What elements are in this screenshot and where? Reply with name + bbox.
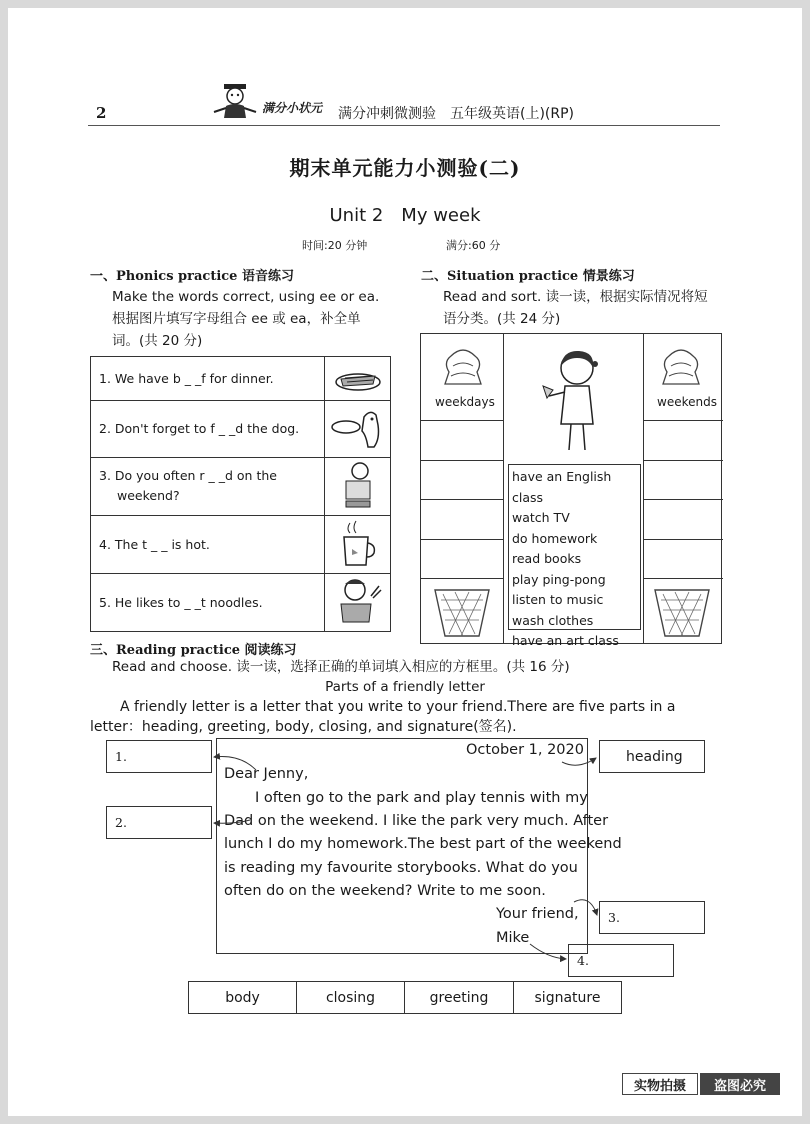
- section1-instruction-cn: 根据图片填写字母组合 ee 或 ea，补全单: [112, 311, 361, 327]
- word-option[interactable]: closing: [296, 981, 405, 1014]
- answer-box-3[interactable]: 3.: [599, 901, 705, 934]
- phonics-item: 5. He likes to _ _t noodles.: [99, 594, 263, 610]
- passage-paragraph-2: letter：heading, greeting, body, closing, and signature(签名).: [90, 719, 517, 735]
- word-option[interactable]: signature: [513, 981, 622, 1014]
- word-option[interactable]: greeting: [404, 981, 514, 1014]
- letter-body-line: often do on the weekend? Write to me soon.: [224, 883, 546, 899]
- svg-text:满分小状元: 满分小状元: [262, 101, 323, 115]
- activity-item: do homework: [512, 530, 598, 546]
- page-number: 2: [96, 104, 107, 122]
- section3-heading: 三、Reading practice 阅读练习: [90, 643, 297, 658]
- phonics-item: 1. We have b _ _f for dinner.: [99, 371, 274, 386]
- activity-item: read books: [512, 551, 582, 566]
- unit-title: Unit 2 My week: [329, 205, 481, 226]
- arrow: [214, 820, 250, 823]
- phonics-item: 2. Don't forget to f _ _d the dog.: [99, 421, 300, 436]
- time-limit: 时间:20 分钟: [302, 239, 368, 252]
- arrow: [530, 944, 566, 959]
- activity-item: watch TV: [512, 510, 570, 525]
- answer-box-4[interactable]: 4.: [568, 944, 674, 977]
- watermark-stamp-left: 实物拍摄: [622, 1073, 698, 1095]
- arrow: [574, 900, 597, 915]
- letter-date: October 1, 2020: [466, 742, 584, 758]
- section2-instruction: Read and sort. 读一读，根据实际情况将短: [443, 289, 708, 305]
- letter-signature: Mike: [496, 930, 530, 946]
- weekends-label: weekends: [657, 395, 717, 409]
- letter-body-line: lunch I do my homework.The best part of the weekend: [224, 836, 622, 852]
- answer-box-1[interactable]: 1.: [106, 740, 212, 773]
- watermark-stamp-right: 盗图必究: [700, 1073, 780, 1095]
- book-title: 满分冲刺微测验 五年级英语(上)(RP): [338, 106, 575, 122]
- full-score: 满分:60 分: [446, 239, 501, 252]
- answer-box-2[interactable]: 2.: [106, 806, 212, 839]
- letter-greeting: Dear Jenny,: [224, 766, 309, 782]
- letter-body-line: Dad on the weekend. I like the park very much. After: [224, 813, 609, 829]
- letter-body-line: is reading my favourite storybooks. What do you: [224, 860, 578, 876]
- phonics-item: 3. Do you often r _ _d on the weekend?: [99, 468, 277, 503]
- section1-instruction-cn-2: 词。(共 20 分): [112, 333, 203, 349]
- arrow: [562, 758, 596, 765]
- section3-instruction: Read and choose. 读一读，选择正确的单词填入相应的方框里。(共 16 分): [112, 659, 570, 675]
- letter-body-line: I often go to the park and play tennis with my: [255, 790, 588, 806]
- section2-heading: 二、Situation practice 情景练习: [421, 269, 635, 284]
- section1-instruction-en: Make the words correct, using ee or ea.: [112, 289, 380, 305]
- heading-answer-box: heading: [599, 740, 705, 773]
- activity-item: wash clothes: [512, 612, 594, 628]
- section1-heading: 一、Phonics practice 语音练习: [90, 269, 294, 284]
- section2-instruction-2: 语分类。(共 24 分): [443, 311, 561, 327]
- phonics-item: 4. The t _ _ is hot.: [99, 536, 210, 552]
- passage-paragraph: A friendly letter is a letter that you write to your friend.There are five parts in a: [120, 699, 676, 715]
- letter-closing: Your friend,: [496, 906, 579, 922]
- passage-title: Parts of a friendly letter: [325, 679, 485, 695]
- activity-item: have an English class: [512, 469, 612, 505]
- word-option[interactable]: body: [188, 981, 297, 1014]
- page-title: 期末单元能力小测验(二): [289, 156, 521, 180]
- weekdays-label: weekdays: [435, 395, 495, 409]
- activity-item: play ping-pong: [512, 571, 606, 587]
- activity-item: have an art class: [512, 633, 619, 648]
- activity-item: listen to music: [512, 592, 604, 607]
- arrow: [214, 757, 256, 770]
